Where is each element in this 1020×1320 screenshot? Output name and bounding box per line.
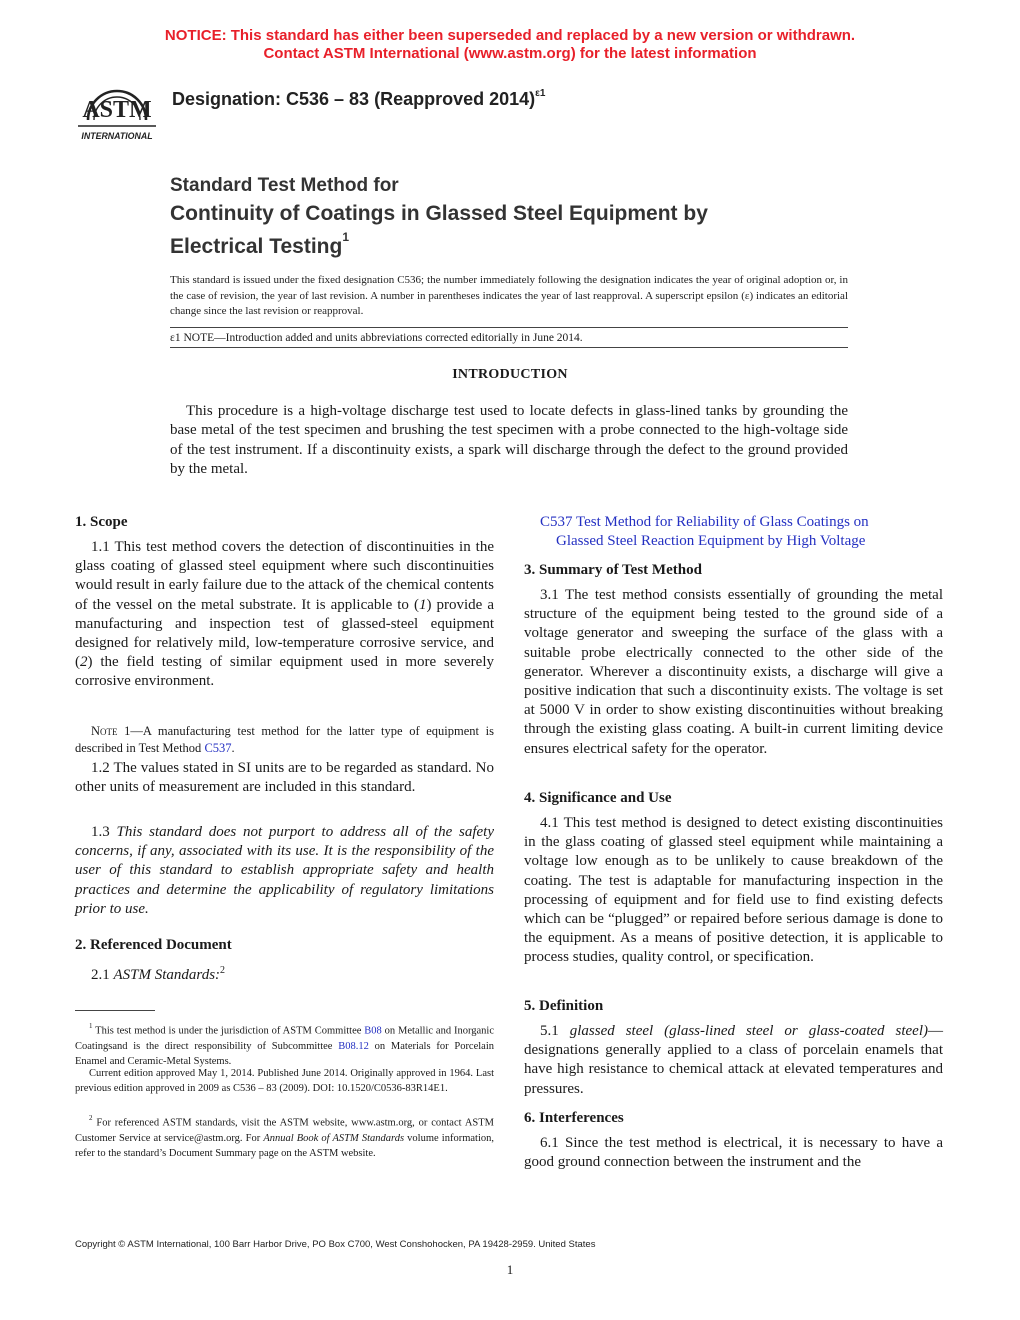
section-heading-significance: 4. Significance and Use <box>524 790 672 806</box>
page-number: 1 <box>506 1262 514 1277</box>
epsilon-note <box>170 331 848 345</box>
footnote-1-edition: Current edition approved May 1, 2014. Published June 2014. Originally approved in 1964. Last previous edition approved in 2009 as C536 – 83 (2009). DOI: 10.1520/C0536-83R14E1. <box>75 1068 494 1095</box>
note-1-text: —A manufacturing test method for the latter type of equipment is described in Test Method <box>75 724 494 755</box>
footnote-1-text-c: on Materials for Porcelain Enamel and Ceramic-Metal Systems. <box>75 1040 495 1067</box>
paragraph-4-1 <box>524 814 943 968</box>
footnote-divider <box>75 1010 155 1011</box>
document-title <box>170 174 870 260</box>
note-1-end: . <box>231 741 235 755</box>
reference-c537-title-1[interactable]: Test Method for Reliability of Glass Coatings on <box>572 514 869 530</box>
designation-superscript: ε1 <box>535 88 546 99</box>
copyright-footer: Copyright © ASTM International, 100 Barr Harbor Drive, PO Box C700, West Conshohocken, PA 19428-2959. United States <box>75 1239 596 1250</box>
p6-1-text: 6.1 Since the test method is electrical, it is necessary to have a good ground connection between the instrument and the <box>524 1135 943 1171</box>
title-line-3 <box>170 228 870 260</box>
p3-1-text: 3.1 The test method consists essentially of grounding the metal structure of the equipment being tested to the ground side of a voltage generator and sweeping the surface of the glass with a suitable probe electrically connected to the other side of the generator. Wherever a discontinuity exists, a discharge will give a positive indication that such a discontinuity exists. The voltage is set at 5000 V in order to show existing discontinuities without breaking through the existing glass coating. A built-in current limiting device ensures electrical safety for the operator. <box>524 587 943 757</box>
section-heading-scope: 1. Scope <box>75 514 128 530</box>
p2-1-number: 2.1 <box>91 967 114 983</box>
title-line-2: Continuity of Coatings in Glassed Steel Equipment by <box>170 202 708 225</box>
p1-1-text-c: ) the field testing of similar equipment used in more severely corrosive environment. <box>75 654 494 690</box>
astm-logo <box>74 74 160 146</box>
footnote-1 <box>75 1020 494 1069</box>
footnote-1-mark: 1 <box>89 1022 93 1030</box>
title-line-3-text: Electrical Testing <box>170 235 343 258</box>
introduction-heading: INTRODUCTION <box>452 367 568 382</box>
standard-issue-note: This standard is issued under the fixed designation C536; the number immediately following the designation indicates the year of original adoption or, in the case of revision, the year of last revision. A number in parentheses indicates the year of last reapproval. A superscript epsilon (ε) indicates an editorial change since the last revision or reapproval. <box>170 274 848 317</box>
logo-text: ASTM <box>82 97 152 123</box>
note-1-label: Note 1 <box>91 724 131 738</box>
reference-c537-code[interactable]: C537 <box>540 514 573 530</box>
paragraph-6-1 <box>524 1134 943 1172</box>
note-1 <box>75 723 494 757</box>
paragraph-3-1 <box>524 586 943 759</box>
divider <box>170 327 848 328</box>
paragraph-2-1 <box>75 961 494 985</box>
p5-1-text: —designations generally applied to a class of porcelain enamels that have high resistance to chemical attack at elevated temperatures and pressures. <box>524 1023 944 1097</box>
section-heading-interferences: 6. Interferences <box>524 1110 624 1126</box>
paragraph-5-1 <box>524 1022 943 1099</box>
logo-subtext: INTERNATIONAL <box>81 131 153 141</box>
p2-1-text: ASTM Standards: <box>113 967 221 983</box>
p1-1-num-2: 2 <box>80 654 88 671</box>
footnote-1-text-a: This test method is under the jurisdiction of ASTM Committee <box>92 1025 365 1037</box>
paragraph-1-3 <box>75 823 494 919</box>
paragraph-1-2 <box>75 759 494 797</box>
p1-1-text-b: ) provide a manufacturing and inspection test of glassed-steel equipment designed for relatively mild, low-temperature corrosive service, and ( <box>75 596 494 671</box>
section-heading-definition: 5. Definition <box>524 998 604 1014</box>
p1-1-text-a: 1.1 This test method covers the detection of discontinuities in the glass coating of glassed steel equipment where such discontinuities would result in early failure due to the attack of the chemical contents of the vessel on the metal substrate. It is applicable to ( <box>75 539 495 613</box>
p5-1-term: glassed steel (glass-lined steel or glass-coated steel) <box>569 1023 929 1039</box>
reference-c537-title-2[interactable]: Glassed Steel Reaction Equipment by High Voltage <box>556 533 866 550</box>
reference-c537[interactable] <box>524 513 943 551</box>
p1-1-num-1: 1 <box>418 596 427 613</box>
p5-1-number: 5.1 <box>540 1023 570 1039</box>
section-heading-summary: 3. Summary of Test Method <box>524 562 702 578</box>
withdrawal-notice <box>0 27 1020 63</box>
title-line-1: Standard Test Method for <box>170 175 399 196</box>
p4-1-text: 4.1 This test method is designed to detect existing discontinuities in the glass coating of glassed steel equipment while maintaining a voltage low enough as to be unlikely to cause breakdown of the coating. The test is adaptable for manufacturing inspection in the processing of equipment and for field use to find existing defects which can be “plugged” or repaired before serious damage is done to the equipment. As a means of positive detection, it is applicable to process studies, quality control, or specification. <box>524 815 943 966</box>
designation-text: Designation: C536 – 83 (Reapproved 2014) <box>172 89 536 109</box>
footnote-2-text-a: For referenced ASTM standards, visit the ASTM website, www.astm.org, or contact ASTM Customer Service at service@astm.org. For <box>75 1117 494 1144</box>
section-heading-referenced-document: 2. Referenced Document <box>75 937 232 953</box>
c537-link[interactable]: C537 <box>204 741 232 755</box>
footnote-1-text-b: on Metallic and Inorganic Coatingsand is the direct responsibility of Subcommittee <box>75 1025 494 1052</box>
epsilon-mark: ε1 <box>170 332 181 344</box>
p1-3-text: This standard does not purport to address all of the safety concerns, if any, associated with its use. It is the responsibility of the user of this standard to establish appropriate safety and health practices and determine the applicability of regulatory limitations prior to use. <box>75 824 495 917</box>
introduction-text: This procedure is a high-voltage discharge test used to locate defects in glass-lined tanks by grounding the base metal of the test specimen and brushing the test specimen with a probe connected to the high-voltage side of the test instrument. If a discontinuity exists, a spark will discharge through the defect to the ground provided by the metal. <box>170 403 848 478</box>
divider <box>170 347 848 348</box>
paragraph-1-1 <box>75 538 494 692</box>
footnote-2 <box>75 1112 494 1161</box>
p2-1-footnote-mark: 2 <box>220 965 226 976</box>
b08-link[interactable]: B08 <box>364 1025 382 1037</box>
title-footnote-mark: 1 <box>342 230 350 244</box>
p1-2-text: 1.2 The values stated in SI units are to be regarded as standard. No other units of measurement are included in this standard. <box>75 760 494 796</box>
designation <box>172 89 545 110</box>
epsilon-note-text: NOTE—Introduction added and units abbreviations corrected editorially in June 2014. <box>183 332 583 344</box>
footnote-2-text-b: volume information, refer to the standard’s Document Summary page on the ASTM website. <box>75 1132 494 1159</box>
p1-3-number: 1.3 <box>91 824 117 840</box>
notice-line-1: NOTICE: This standard has either been superseded and replaced by a new version or withdrawn. <box>164 27 856 44</box>
notice-line-2: Contact ASTM International (www.astm.org) for the latest information <box>263 45 757 62</box>
footnote-2-italic: Annual Book of ASTM Standards <box>263 1132 405 1144</box>
b08-12-link[interactable]: B08.12 <box>338 1040 369 1052</box>
footnote-2-mark: 2 <box>89 1114 93 1122</box>
